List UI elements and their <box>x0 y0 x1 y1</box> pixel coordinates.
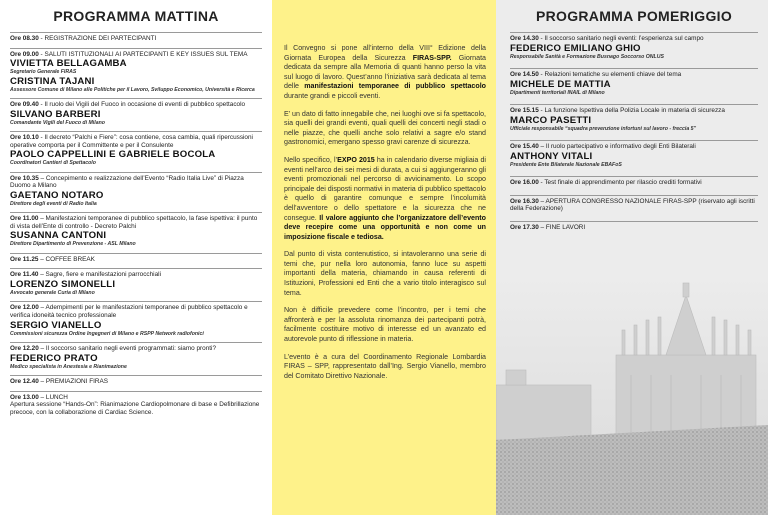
agenda-time: Ore 14.50 <box>510 71 539 78</box>
agenda-description: – APERTURA CONGRESSO NAZIONALE FIRAS-SPP (riservato agli iscritti della Federazione) <box>510 197 755 213</box>
speaker-role: Presidente Ente Bilaterale Nazionale EBAFoS <box>510 161 622 168</box>
agenda-item-text <box>510 143 758 151</box>
agenda-time: Ore 17.30 <box>510 223 539 231</box>
intro-text: L’evento è a cura del Coordinamento Regionale Lombardia FIRAS – SPP, rappresentato dall’Ing. Sergio Vianello, membro del Comitato Direttivo Nazionale. <box>284 352 486 380</box>
agenda-item <box>10 131 262 167</box>
speaker-name: FEDERICO EMILIANO GHIO <box>510 42 641 54</box>
agenda-time: Ore 09.40 <box>10 101 39 108</box>
intro-text: E’ un dato di fatto innegabile che, nei luoghi ove si fa spettacolo, sia quelli dei grandi eventi, quali quelli dei concerti negli stadi o nelle piazze, che quelli anche solo relativi a sagre e/o stand gastronomici, emergano spesso gravi carenze di sicurezza. <box>284 109 486 147</box>
intro-highlight: Il valore aggiunto che l’organizzatore dell’evento deve recepire come una opportunità e non come un imposizione fiscale e tediosa. <box>284 213 486 241</box>
agenda-item <box>10 342 262 370</box>
agenda-item-text <box>10 35 262 43</box>
agenda-item-text <box>10 394 262 402</box>
speaker-name: SERGIO VIANELLO <box>10 319 102 331</box>
speaker-role: Comandante Vigili del Fuoco di Milano <box>10 119 105 126</box>
agenda-time: Ore 08.30 <box>10 35 39 42</box>
agenda-item <box>510 104 758 132</box>
agenda-item <box>10 98 262 126</box>
agenda-item-text <box>10 51 262 59</box>
speaker-name: SUSANNA CANTONI <box>10 230 107 242</box>
speaker-name: PAOLO CAPPELLINI E GABRIELE BOCOLA <box>10 149 216 161</box>
agenda-description: - REGISTRAZIONE DEI PARTECIPANTI <box>38 35 157 42</box>
intro-text: Non è difficile prevedere come l’incontro, per i temi che affronterà e per la assoluta rinomanza dei partecipanti potrà, facilmente costituire motivo di interesse ed un avanzato ed autorevole punto di riflessione in materia. <box>284 306 486 344</box>
agenda-description: - Relazioni tematiche su elementi chiave del tema <box>538 71 682 78</box>
intro-paragraph <box>284 353 486 382</box>
agenda-item <box>10 268 262 296</box>
intro-highlight: EXPO 2015 <box>337 155 375 164</box>
intro-paragraph <box>284 156 486 242</box>
agenda-time: Ore 15.15 <box>510 107 539 114</box>
intro-text: Dal punto di vista contenutistico, si intavoleranno una serie di temi che, pur nella loro autonomia, fanno luce su aspetti importanti della materia, chiamando in causa referenti di Istituzioni, Professioni ed Enti che a vario titolo interagisco sul tema. <box>284 250 486 297</box>
agenda-description: - SALUTI ISTITUZIONALI AI PARTECIPANTI E KEY ISSUES SUL TEMA <box>38 50 248 58</box>
agenda-time: Ore 12.20 <box>10 344 39 352</box>
afternoon-program-title: PROGRAMMA POMERIGGIO <box>535 8 733 24</box>
intro-paragraph <box>284 306 486 344</box>
agenda-description: - Il decreto “Palchi e Fiere”: cosa contiene, cosa cambia, quali ripercussioni operative comporta per il Committente e per il Consulente <box>10 134 253 149</box>
duomo-crowd-photo <box>496 275 768 515</box>
agenda-time: Ore 11.40 <box>10 271 39 279</box>
agenda-item-text <box>10 378 262 386</box>
intro-paragraph <box>284 44 486 102</box>
intro-text: Il Convegno si pone all’interno della VIII° Edizione della Giornata Europea della Sicurezza <box>284 44 486 62</box>
agenda-item <box>510 68 758 96</box>
agenda-item <box>510 176 758 187</box>
intro-paragraph <box>284 250 486 298</box>
speaker-name: SILVANO BARBERI <box>10 108 101 120</box>
agenda-item-text <box>10 134 262 149</box>
morning-program-title: PROGRAMMA MATTINA <box>53 8 219 24</box>
agenda-description: - Il ruolo dei Vigili del Fuoco in occasione di eventi di pubblico spettacolo <box>38 101 246 108</box>
agenda-time: Ore 16.00 <box>510 179 539 186</box>
introduction-text <box>284 44 486 381</box>
speaker-name: MARCO PASETTI <box>510 114 592 126</box>
morning-program-list <box>10 32 262 416</box>
intro-text: durante grandi e piccoli eventi. <box>284 91 381 100</box>
speaker-role: Direttore degli eventi di Radio Italia <box>10 200 97 207</box>
agenda-item <box>10 375 262 386</box>
intro-text: ha in calendario diverse migliaia di eventi nell’arco dei sei mesi di durata, a cui si aggiungeranno gli eventi promozionali nel percorso di avvicinamento. Lo scopo principale dei disposti normativi in materia di pubblico spettacolo è quello di garantire comunque e sempre l’incolumità dell’avventore o dello spettatore e la sicurezza che ne consegue. <box>284 155 486 222</box>
speaker-name: MICHELE DE MATTIA <box>510 78 611 90</box>
speaker-role: Medico specialista in Anestesia e Rianimazione <box>10 363 127 370</box>
agenda-item <box>510 140 758 168</box>
agenda-time: Ore 14.30 <box>510 35 539 42</box>
agenda-item <box>10 212 262 248</box>
speaker-name: ANTHONY VITALI <box>510 150 593 162</box>
agenda-item-text <box>510 198 758 213</box>
speaker-role: Avvocato generale Curia di Milano <box>10 289 95 296</box>
morning-program-column <box>0 0 272 515</box>
agenda-item-text <box>10 304 262 319</box>
agenda-description: – Concepimento e realizzazione dell’Evento “Radio Italia Live” di Piazza Duomo a Milano <box>10 174 244 190</box>
agenda-item-text <box>510 179 758 187</box>
agenda-item <box>10 253 262 264</box>
agenda-item <box>10 48 262 93</box>
intro-text: Nello specifico, l’ <box>284 155 338 164</box>
speaker-role: Dipartimenti territoriali INAIL di Milano <box>510 89 605 96</box>
speaker-name: VIVIETTA BELLAGAMBA <box>10 58 127 70</box>
agenda-description: – COFFEE BREAK <box>38 255 95 263</box>
speaker-role: Responsabile Sanità e Formazione Busnago Soccorso ONLUS <box>510 53 664 60</box>
agenda-time: Ore 11.25 <box>10 255 39 263</box>
afternoon-program-column <box>496 0 768 515</box>
agenda-time: Ore 13.00 <box>10 393 39 401</box>
intro-paragraph <box>284 110 486 148</box>
agenda-item <box>510 221 758 232</box>
agenda-item-text <box>10 256 262 264</box>
agenda-description: – Il soccorso sanitario negli eventi programmati: siamo pronti? <box>38 344 217 352</box>
agenda-description: - Il soccorso sanitario negli eventi: l’esperienza sul campo <box>538 35 704 42</box>
agenda-item <box>10 32 262 43</box>
agenda-item-text <box>10 101 262 109</box>
agenda-time: Ore 12.40 <box>10 377 39 385</box>
introduction-column <box>272 0 496 515</box>
agenda-time: Ore 15.40 <box>510 143 539 150</box>
intro-highlight: manifestazioni temporanee di pubblico spettacolo <box>304 82 486 91</box>
agenda-time: Ore 12.00 <box>10 304 39 312</box>
speaker-name: GAETANO NOTARO <box>10 189 104 201</box>
agenda-time: Ore 11.00 <box>10 215 39 223</box>
agenda-item-text <box>510 224 758 232</box>
speaker-role: Commissioni sicurezza Ordine Ingegneri di Milano e RSPP Network radiofonici <box>10 330 204 337</box>
agenda-description: – PREMIAZIONI FIRAS <box>38 377 109 385</box>
agenda-description: – FINE LAVORI <box>538 223 586 231</box>
agenda-time: Ore 16.30 <box>510 197 539 205</box>
agenda-item-text <box>10 175 262 190</box>
intro-highlight: FIRAS-SPP. <box>412 53 452 62</box>
agenda-description: – Manifestazioni temporanee di pubblico spettacolo, la fase ispettiva: il punto di vista dell’Ente di controllo - Decreto Palchi <box>10 215 258 230</box>
agenda-item-text <box>10 271 262 279</box>
agenda-item <box>10 391 262 417</box>
agenda-item-text <box>10 345 262 353</box>
speaker-role: Ufficiale responsabile “squadra prevenzione infortuni sul lavoro - freccia 5” <box>510 125 697 132</box>
agenda-description: – Il ruolo partecipativo e informativo degli Enti Bilaterali <box>538 143 696 150</box>
agenda-description: – LUNCH <box>38 393 68 401</box>
agenda-time: Ore 10.10 <box>10 134 39 141</box>
agenda-description: – Sagre, fiere e manifestazioni parrocchiali <box>38 271 161 279</box>
agenda-description: - La funzione Ispettiva della Polizia Locale in materia di sicurezza <box>538 107 725 114</box>
agenda-item-text <box>510 35 758 43</box>
agenda-item-text <box>510 107 758 115</box>
speaker-role: Coordinatori Cantieri di Spettacolo <box>10 160 96 167</box>
speaker-role: Segretario Generale FIRAS <box>10 69 77 76</box>
agenda-description: – Adempimenti per le manifestazioni temporanee di pubblico spettacolo e verifica idoneità tecnico professionale <box>10 304 248 319</box>
agenda-time: Ore 09.00 <box>10 50 39 58</box>
agenda-item <box>510 32 758 60</box>
agenda-item-text <box>10 215 262 230</box>
agenda-description: - Test finale di apprendimento per rilascio crediti formativi <box>538 179 702 186</box>
intro-text: Giornata dedicata da sempre alla Memoria di quanti hanno perso la vita sul luogo di lavoro. Quest’anno l’iniziativa sarà dedicata al tema delle <box>284 53 486 91</box>
speaker-role: Assessore Comune di Milano alle Politiche per il Lavoro, Sviluppo Economico, Università e Ricerca <box>10 86 255 93</box>
agenda-extra-note: Apertura sessione “Hands-On”: Rianimazione Cardiopolmonare di base e Defibrillazione precoce, con la collaborazione di Cardiac Science. <box>10 401 260 416</box>
agenda-item <box>10 301 262 337</box>
afternoon-program-list <box>510 32 758 231</box>
speaker-name: LORENZO SIMONELLI <box>10 278 116 290</box>
speaker-name: FEDERICO PRATO <box>10 352 98 364</box>
agenda-item <box>510 195 758 213</box>
speaker-role: Direttore Dipartimento di Prevenzione - ASL Milano <box>10 241 136 248</box>
agenda-item-text <box>510 71 758 79</box>
speaker-name: CRISTINA TAJANI <box>10 75 95 87</box>
agenda-item <box>10 172 262 208</box>
agenda-time: Ore 10.35 <box>10 174 39 182</box>
